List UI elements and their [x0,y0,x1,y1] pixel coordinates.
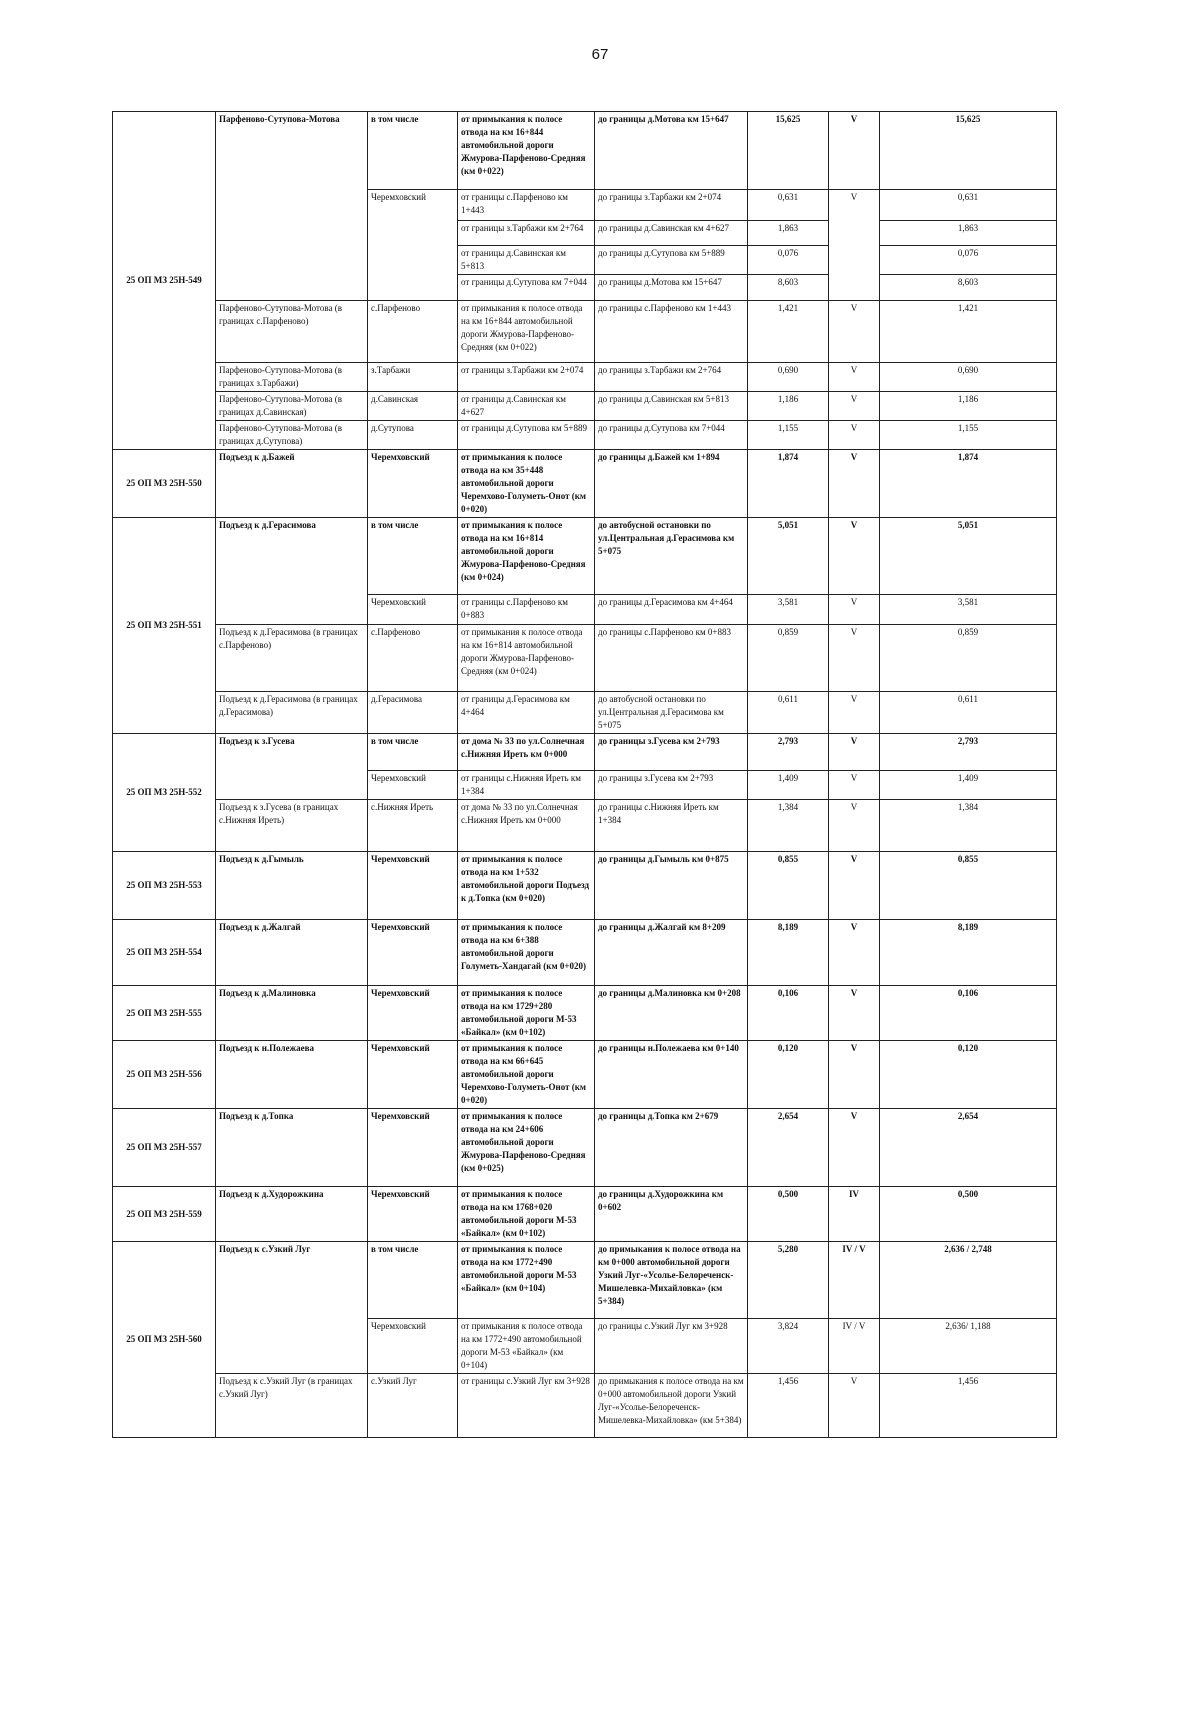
section-start-cell: от дома № 33 по ул.Солнечная с.Нижняя Иреть км 0+000 [458,734,595,771]
category-cell: V [829,112,880,190]
section-end-cell: до границы с.Парфеново км 0+883 [595,625,748,692]
road-id-cell: 25 ОП МЗ 25Н-549 [113,112,216,450]
table-row [113,301,1057,363]
length-cell: 5,280 [748,1242,829,1319]
section-start-cell: от примыкания к полосе отвода на км 16+844 автомобильной дороги Жмурова-Парфеново-Средняя (км 0+022) [458,301,595,363]
district-cell: Черемховский [368,190,458,301]
category-length-cell: 0,076 [880,246,1057,275]
length-cell: 2,793 [748,734,829,771]
road-name-cell: Подъезд к д.Гымыль [216,852,368,920]
category-length-cell: 2,793 [880,734,1057,771]
section-end-cell: до границы д.Бажей км 1+894 [595,450,748,518]
category-length-cell: 3,581 [880,595,1057,625]
section-end-cell: до границы д.Худорожкина км 0+602 [595,1187,748,1242]
road-name-cell: Парфеново-Сутупова-Мотова [216,112,368,301]
section-start-cell: от границы д.Савинская км 4+627 [458,392,595,421]
length-cell: 0,690 [748,363,829,392]
section-end-cell: до автобусной остановки по ул.Центральная д.Герасимова км 5+075 [595,518,748,595]
road-id-cell: 25 ОП МЗ 25Н-552 [113,734,216,852]
length-cell: 0,611 [748,692,829,734]
district-cell: в том числе [368,1242,458,1319]
table-row [113,1374,1057,1438]
road-name-cell: Подъезд к з.Гусева [216,734,368,800]
category-cell: IV / V [829,1319,880,1374]
length-cell: 0,631 [748,190,829,221]
category-length-cell: 1,874 [880,450,1057,518]
section-end-cell: до границы д.Гымыль км 0+875 [595,852,748,920]
table-row [113,1109,1057,1187]
category-cell: IV [829,1187,880,1242]
length-cell: 1,155 [748,421,829,450]
road-name-cell: Подъезд к с.Узкий Луг (в границах с.Узкий Луг) [216,1374,368,1438]
category-cell: V [829,852,880,920]
length-cell: 0,855 [748,852,829,920]
category-length-cell: 1,456 [880,1374,1057,1438]
section-end-cell: до границы з.Тарбажи км 2+074 [595,190,748,221]
road-name-cell: Парфеново-Сутупова-Мотова (в границах д.Сутупова) [216,421,368,450]
category-length-cell: 1,863 [880,221,1057,246]
section-end-cell: до примыкания к полосе отвода на км 0+000 автомобильной дороги Узкий Луг-«Усолье-Белореченск-Мишелевка-Михайловка» (км 5+384) [595,1242,748,1319]
table-row [113,692,1057,734]
section-end-cell: до границы д.Сутупова км 5+889 [595,246,748,275]
road-name-cell: Подъезд к н.Полежаева [216,1041,368,1109]
length-cell: 15,625 [748,112,829,190]
category-cell: V [829,518,880,595]
road-register-table [112,111,1057,1438]
category-length-cell: 1,155 [880,421,1057,450]
district-cell: в том числе [368,518,458,595]
length-cell: 3,824 [748,1319,829,1374]
section-end-cell: до границы д.Сутупова км 7+044 [595,421,748,450]
page-number: 67 [591,46,609,63]
table-row [113,800,1057,852]
district-cell: Черемховский [368,450,458,518]
district-cell: Черемховский [368,1319,458,1374]
table-row [113,1242,1057,1319]
section-start-cell: от границы д.Сутупова км 7+044 [458,275,595,301]
category-length-cell: 0,611 [880,692,1057,734]
category-length-cell: 0,106 [880,986,1057,1041]
district-cell: Черемховский [368,920,458,986]
road-id-cell: 25 ОП МЗ 25Н-560 [113,1242,216,1438]
road-name-cell: Подъезд к д.Худорожкина [216,1187,368,1242]
road-name-cell: Подъезд к д.Герасимова (в границах д.Герасимова) [216,692,368,734]
section-start-cell: от границы д.Савинская км 5+813 [458,246,595,275]
district-cell: д.Сутупова [368,421,458,450]
table-row [113,734,1057,771]
length-cell: 1,421 [748,301,829,363]
category-cell: V [829,1109,880,1187]
section-start-cell: от дома № 33 по ул.Солнечная с.Нижняя Иреть км 0+000 [458,800,595,852]
road-name-cell: Подъезд к д.Герасимова [216,518,368,625]
section-end-cell: до границы д.Мотова км 15+647 [595,275,748,301]
road-name-cell: Подъезд к д.Жалгай [216,920,368,986]
section-start-cell: от примыкания к полосе отвода на км 16+844 автомобильной дороги Жмурова-Парфеново-Средняя (км 0+022) [458,112,595,190]
section-start-cell: от примыкания к полосе отвода на км 24+606 автомобильной дороги Жмурова-Парфеново-Средняя (км 0+025) [458,1109,595,1187]
road-id-cell: 25 ОП МЗ 25Н-556 [113,1041,216,1109]
road-name-cell: Подъезд к д.Герасимова (в границах с.Парфеново) [216,625,368,692]
section-end-cell: до границы з.Тарбажи км 2+764 [595,363,748,392]
district-cell: Черемховский [368,1109,458,1187]
category-cell: V [829,190,880,301]
road-id-cell: 25 ОП МЗ 25Н-551 [113,518,216,734]
road-name-cell: Подъезд к з.Гусева (в границах с.Нижняя Иреть) [216,800,368,852]
section-start-cell: от примыкания к полосе отвода на км 1768+020 автомобильной дороги М-53 «Байкал» (км 0+102) [458,1187,595,1242]
section-end-cell: до границы д.Мотова км 15+647 [595,112,748,190]
road-name-cell: Парфеново-Сутупова-Мотова (в границах з.Тарбажи) [216,363,368,392]
district-cell: с.Нижняя Иреть [368,800,458,852]
district-cell: Черемховский [368,771,458,800]
district-cell: Черемховский [368,1187,458,1242]
district-cell: Черемховский [368,595,458,625]
category-length-cell: 2,636/ 1,188 [880,1319,1057,1374]
category-cell: V [829,771,880,800]
road-id-cell: 25 ОП МЗ 25Н-553 [113,852,216,920]
category-length-cell: 0,690 [880,363,1057,392]
category-length-cell: 0,500 [880,1187,1057,1242]
section-start-cell: от примыкания к полосе отвода на км 35+448 автомобильной дороги Черемхово-Голуметь-Онот (км 0+020) [458,450,595,518]
table-row [113,625,1057,692]
district-cell: с.Парфеново [368,301,458,363]
section-start-cell: от границы с.Нижняя Иреть км 1+384 [458,771,595,800]
section-start-cell: от границы д.Сутупова км 5+889 [458,421,595,450]
length-cell: 1,874 [748,450,829,518]
table-row [113,363,1057,392]
category-length-cell: 8,189 [880,920,1057,986]
section-start-cell: от границы з.Тарбажи км 2+074 [458,363,595,392]
road-id-cell: 25 ОП МЗ 25Н-550 [113,450,216,518]
table-row [113,421,1057,450]
section-start-cell: от границы з.Тарбажи км 2+764 [458,221,595,246]
category-length-cell: 1,186 [880,392,1057,421]
category-length-cell: 15,625 [880,112,1057,190]
length-cell: 0,076 [748,246,829,275]
road-name-cell: Подъезд к д.Бажей [216,450,368,518]
category-length-cell: 1,384 [880,800,1057,852]
length-cell: 8,603 [748,275,829,301]
road-id-cell: 25 ОП МЗ 25Н-554 [113,920,216,986]
road-name-cell: Подъезд к д.Топка [216,1109,368,1187]
section-start-cell: от примыкания к полосе отвода на км 6+388 автомобильной дороги Голуметь-Хандагай (км 0+020) [458,920,595,986]
district-cell: с.Узкий Луг [368,1374,458,1438]
district-cell: д.Савинская [368,392,458,421]
section-end-cell: до границы с.Парфеново км 1+443 [595,301,748,363]
district-cell: д.Герасимова [368,692,458,734]
section-end-cell: до границы з.Гусева км 2+793 [595,734,748,771]
table-row [113,852,1057,920]
section-end-cell: до границы д.Топка км 2+679 [595,1109,748,1187]
section-end-cell: до границы д.Герасимова км 4+464 [595,595,748,625]
table-row [113,450,1057,518]
category-cell: V [829,625,880,692]
section-end-cell: до автобусной остановки по ул.Центральная д.Герасимова км 5+075 [595,692,748,734]
road-name-cell: Подъезд к д.Малиновка [216,986,368,1041]
section-start-cell: от границы с.Парфеново км 1+443 [458,190,595,221]
category-cell: V [829,392,880,421]
category-cell: V [829,734,880,771]
section-end-cell: до границы с.Узкий Луг км 3+928 [595,1319,748,1374]
category-cell: V [829,986,880,1041]
section-end-cell: до границы з.Гусева км 2+793 [595,771,748,800]
category-cell: V [829,920,880,986]
section-end-cell: до границы д.Савинская км 4+627 [595,221,748,246]
category-length-cell: 8,603 [880,275,1057,301]
road-register-body [113,112,1057,1438]
category-length-cell: 2,654 [880,1109,1057,1187]
category-cell: V [829,363,880,392]
length-cell: 3,581 [748,595,829,625]
table-row [113,392,1057,421]
road-name-cell: Парфеново-Сутупова-Мотова (в границах с.Парфеново) [216,301,368,363]
district-cell: с.Парфеново [368,625,458,692]
category-cell: V [829,301,880,363]
section-start-cell: от примыкания к полосе отвода на км 1772+490 автомобильной дороги М-53 «Байкал» (км 0+104) [458,1242,595,1319]
category-cell: IV / V [829,1242,880,1319]
table-row [113,1041,1057,1109]
category-length-cell: 1,421 [880,301,1057,363]
length-cell: 5,051 [748,518,829,595]
length-cell: 0,120 [748,1041,829,1109]
category-length-cell: 5,051 [880,518,1057,595]
category-cell: V [829,421,880,450]
category-length-cell: 0,855 [880,852,1057,920]
section-end-cell: до примыкания к полосе отвода на км 0+000 автомобильной дороги Узкий Луг-«Усолье-Белореченск-Мишелевка-Михайловка» (км 5+384) [595,1374,748,1438]
category-length-cell: 2,636 / 2,748 [880,1242,1057,1319]
length-cell: 1,456 [748,1374,829,1438]
district-cell: з.Тарбажи [368,363,458,392]
section-end-cell: до границы д.Савинская км 5+813 [595,392,748,421]
table-row [113,518,1057,595]
length-cell: 0,859 [748,625,829,692]
length-cell: 2,654 [748,1109,829,1187]
length-cell: 1,409 [748,771,829,800]
district-cell: Черемховский [368,986,458,1041]
district-cell: в том числе [368,734,458,771]
length-cell: 1,863 [748,221,829,246]
road-name-cell: Подъезд к с.Узкий Луг [216,1242,368,1374]
category-length-cell: 1,409 [880,771,1057,800]
section-start-cell: от границы д.Герасимова км 4+464 [458,692,595,734]
length-cell: 8,189 [748,920,829,986]
length-cell: 0,106 [748,986,829,1041]
district-cell: Черемховский [368,1041,458,1109]
road-name-cell: Парфеново-Сутупова-Мотова (в границах д.Савинская) [216,392,368,421]
section-start-cell: от границы с.Узкий Луг км 3+928 [458,1374,595,1438]
section-start-cell: от примыкания к полосе отвода на км 66+645 автомобильной дороги Черемхово-Голуметь-Онот (км 0+020) [458,1041,595,1109]
section-start-cell: от примыкания к полосе отвода на км 1729+280 автомобильной дороги М-53 «Байкал» (км 0+102) [458,986,595,1041]
length-cell: 1,186 [748,392,829,421]
section-start-cell: от примыкания к полосе отвода на км 16+814 автомобильной дороги Жмурова-Парфеново-Средняя (км 0+024) [458,625,595,692]
section-start-cell: от границы с.Парфеново км 0+883 [458,595,595,625]
category-cell: V [829,1041,880,1109]
road-id-cell: 25 ОП МЗ 25Н-557 [113,1109,216,1187]
category-length-cell: 0,631 [880,190,1057,221]
section-end-cell: до границы н.Полежаева км 0+140 [595,1041,748,1109]
length-cell: 1,384 [748,800,829,852]
category-cell: V [829,1374,880,1438]
category-cell: V [829,450,880,518]
section-start-cell: от примыкания к полосе отвода на км 16+814 автомобильной дороги Жмурова-Парфеново-Средняя (км 0+024) [458,518,595,595]
district-cell: Черемховский [368,852,458,920]
table-row [113,986,1057,1041]
section-start-cell: от примыкания к полосе отвода на км 1+532 автомобильной дороги Подъезд к д.Топка (км 0+020) [458,852,595,920]
category-cell: V [829,692,880,734]
road-id-cell: 25 ОП МЗ 25Н-559 [113,1187,216,1242]
district-cell: в том числе [368,112,458,190]
section-end-cell: до границы д.Жалгай км 8+209 [595,920,748,986]
road-id-cell: 25 ОП МЗ 25Н-555 [113,986,216,1041]
table-row [113,920,1057,986]
category-cell: V [829,800,880,852]
category-length-cell: 0,859 [880,625,1057,692]
category-length-cell: 0,120 [880,1041,1057,1109]
section-start-cell: от примыкания к полосе отвода на км 1772+490 автомобильной дороги М-53 «Байкал» (км 0+104) [458,1319,595,1374]
section-end-cell: до границы д.Малиновка км 0+208 [595,986,748,1041]
section-end-cell: до границы с.Нижняя Иреть км 1+384 [595,800,748,852]
category-cell: V [829,595,880,625]
table-row [113,112,1057,190]
length-cell: 0,500 [748,1187,829,1242]
table-row [113,1187,1057,1242]
